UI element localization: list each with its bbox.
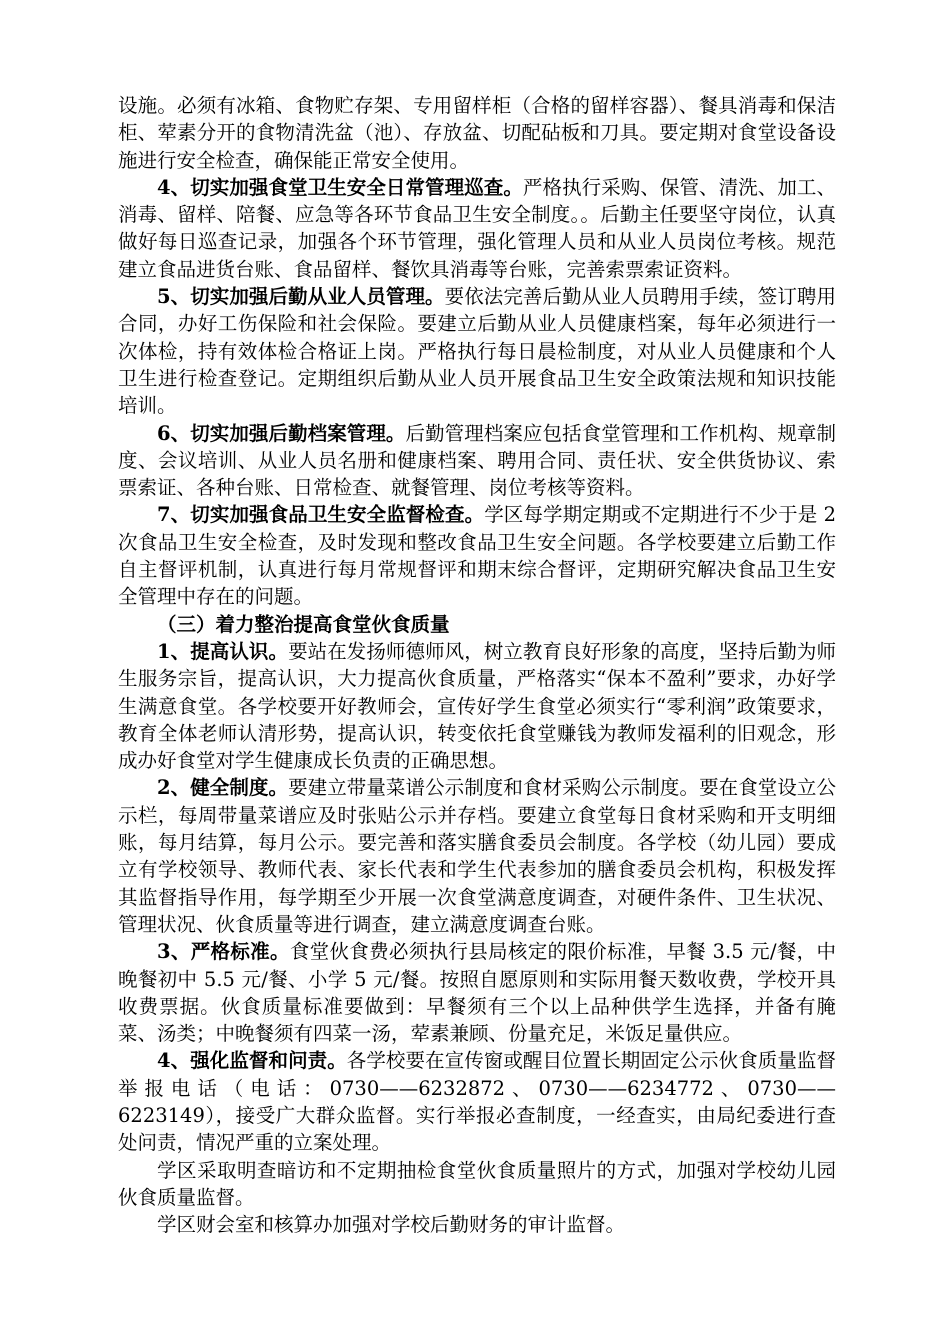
paragraph-body: 设施。必须有冰箱、食物贮存架、专用留样柜（合格的留样容器）、餐具消毒和保洁柜、荤素分开的食物清洗盆（池）、存放盆、切配砧板和刀具。要定期对食堂设备设施进行安全检查，确保能正常安全使用。 xyxy=(118,94,836,172)
paragraph-body: 学区财会室和核算办加强对学校后勤财务的审计监督。 xyxy=(157,1213,626,1237)
section-heading: （三）着力整治提高食堂伙食质量 xyxy=(157,612,450,636)
paragraph-body: 食堂伙食费必须执行县局核定的限价标准，早餐 3.5 元/餐，中晚餐初中 5.5 元/餐、小学 5 元/餐。按照自愿原则和实际用餐天数收费，学校开具收费票据。伙食质量标准要做到：早餐须有三个以上品种供学生选择，并备有腌菜、汤类；中晚餐须有四菜一汤，荤素兼顾、份量充足，米饭足量供应。 xyxy=(118,940,836,1046)
paragraph-item-4-supervision-accountability xyxy=(118,1047,836,1156)
paragraph-item-3-standards xyxy=(118,938,836,1047)
paragraph-lead: 3、严格标准。 xyxy=(157,940,290,964)
paragraph-spot-checks xyxy=(118,1157,836,1212)
paragraph-body: 各学校要在宣传窗或醒目位置长期固定公示伙食质量监督举报电话（电话：0730——6232872、0730——6234772、0730——6223149），接受广大群众监督。实行举报必查制度，一经查实，由局纪委进行查处问责，情况严重的立案处理。 xyxy=(118,1049,836,1155)
paragraph-lead: 5、切实加强后勤从业人员管理。 xyxy=(157,285,445,309)
paragraph-item-4-daily-inspection xyxy=(118,174,836,283)
paragraph-lead: 4、切实加强食堂卫生安全日常管理巡查。 xyxy=(157,175,523,199)
paragraph-item-6-archive-management xyxy=(118,420,836,502)
paragraph-body: 学区采取明查暗访和不定期抽检食堂伙食质量照片的方式，加强对学校幼儿园伙食质量监督。 xyxy=(118,1158,836,1209)
paragraph-lead: 2、健全制度。 xyxy=(157,776,289,800)
paragraph-body: 要依法完善后勤从业人员聘用手续，签订聘用合同，办好工伤保险和社会保险。要建立后勤从业人员健康档案，每年必须进行一次体检，持有效体检合格证上岗。严格执行每日晨检制度，对从业人员健康和个人卫生进行检查登记。定期组织后勤从业人员开展食品卫生安全政策法规和知识技能培训。 xyxy=(118,285,836,418)
paragraph-lead: 1、提高认识。 xyxy=(157,639,289,663)
paragraph-item-2-regulations xyxy=(118,774,836,938)
paragraph-body: 后勤管理档案应包括食堂管理和工作机构、规章制度、会议培训、从业人员名册和健康档案、聘用合同、责任状、安全供货协议、索票索证、各种台账、日常检查、就餐管理、岗位考核等资料。 xyxy=(118,421,836,500)
paragraph-body: 严格执行采购、保管、清洗、加工、消毒、留样、陪餐、应急等各环节食品卫生安全制度。。后勤主任要坚守岗位，认真做好每日巡查记录，加强各个环节管理，强化管理人员和从业人员岗位考核。规范建立食品进货台账、食品留样、餐饮具消毒等台账，完善索票索证资料。 xyxy=(118,175,836,281)
paragraph-item-5-staff-management xyxy=(118,283,836,419)
document-page xyxy=(118,92,836,1238)
paragraph-item-1-awareness xyxy=(118,638,836,774)
paragraph-body: 要站在发扬师德师风，树立教育良好形象的高度，坚持后勤为师生服务宗旨，提高认识，大力提高伙食质量，严格落实“保本不盈利”要求，办好学生满意食堂。各学校要开好教师会，宣传好学生食堂必须实行“零利润”政策要求，教育全体老师认清形势，提高认识，转变依托食堂赚钱为教师发福利的旧观念，形成办好食堂对学生健康成长负责的正确思想。 xyxy=(118,639,836,773)
paragraph-audit xyxy=(118,1211,836,1238)
paragraph-facilities-continued xyxy=(118,92,836,174)
paragraph-lead: 7、切实加强食品卫生安全监督检查。 xyxy=(157,503,485,527)
paragraph-lead: 6、切实加强后勤档案管理。 xyxy=(157,421,406,445)
paragraph-body: 学区每学期定期或不定期进行不少于是 2 次食品卫生安全检查，及时发现和整改食品卫生安全问题。各学校要建立后勤工作自主督评机制，认真进行每月常规督评和期末综合督评，定期研究解决食品卫生安全管理中存在的问题。 xyxy=(118,503,836,609)
paragraph-body: 要建立带量菜谱公示制度和食材采购公示制度。要在食堂设立公示栏，每周带量菜谱应及时张贴公示并存档。要建立食堂每日食材采购和开支明细账，每月结算，每月公示。要完善和落实膳食委员会制度。各学校（幼儿园）要成立有学校领导、教师代表、家长代表和学生代表参加的膳食委员会机构，积极发挥其监督指导作用，每学期至少开展一次食堂满意度调查，对硬件条件、卫生状况、管理状况、伙食质量等进行调查，建立满意度调查台账。 xyxy=(118,776,836,936)
paragraph-item-7-safety-supervision xyxy=(118,501,836,610)
paragraph-lead: 4、强化监督和问责。 xyxy=(157,1049,347,1073)
